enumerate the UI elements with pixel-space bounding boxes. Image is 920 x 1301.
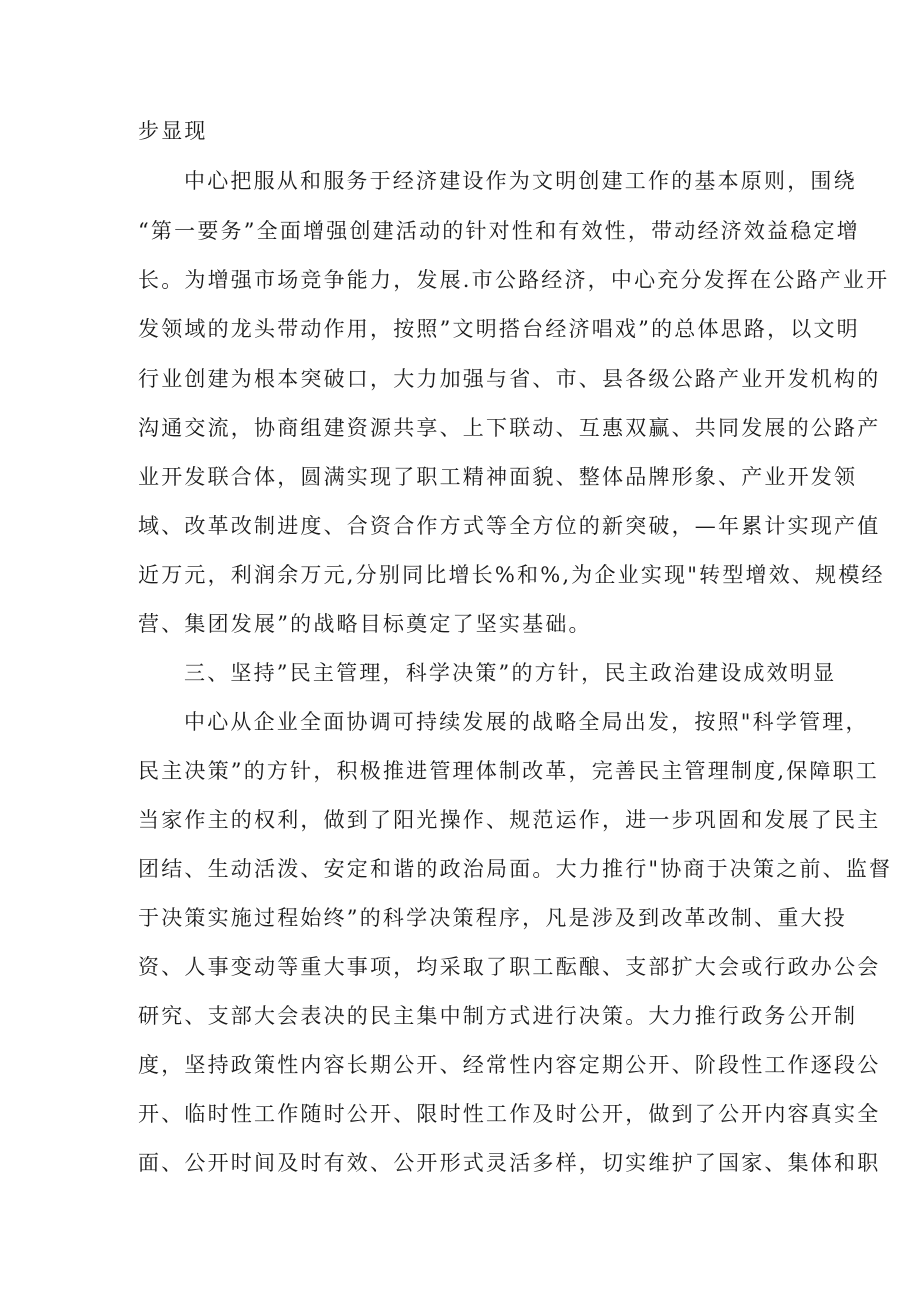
text-line: 行业创建为根本突破口，大力加强与省、市、县各级公路产业开发机构的 bbox=[138, 367, 881, 391]
text-line: 当家作主的权利，做到了阳光操作、规范运作，进一步巩固和发展了民主 bbox=[138, 808, 881, 832]
text-line: 于决策实施过程始终”的科学决策程序，凡是涉及到改革改制、重大投 bbox=[138, 906, 847, 930]
text-line: 发领域的龙头带动作用，按照”文明搭台经济唱戏”的总体思路，以文明 bbox=[138, 317, 860, 341]
text-line: 资、人事变动等重大事项，均采取了职工酝酿、支部扩大会或行政办公会 bbox=[138, 955, 881, 979]
text-line: 沟通交流，协商组建资源共享、上下联动、互惠双赢、共同发展的公路产 bbox=[138, 416, 881, 440]
text-line: 近万元，利润余万元,分别同比增长%和%,为企业实现"转型增效、规模经 bbox=[138, 563, 885, 587]
section-heading: 三、坚持”民主管理，科学决策”的方针，民主政治建设成效明显 bbox=[184, 661, 837, 685]
text-line: 业开发联合体，圆满实现了职工精神面貌、整体品牌形象、产业开发领 bbox=[138, 465, 858, 489]
text-line: “第一要务”全面增强创建活动的针对性和有效性，带动经济效益稳定增 bbox=[138, 219, 860, 243]
text-line: 团结、生动活泼、安定和谐的政治局面。大力推行"协商于决策之前、监督 bbox=[138, 857, 893, 881]
text-line: 营、集团发展”的战略目标奠定了坚实基础。 bbox=[138, 612, 592, 636]
text-line: 开、临时性工作随时公开、限时性工作及时公开，做到了公开内容真实全 bbox=[138, 1102, 881, 1126]
text-line: 研究、支部大会表决的民主集中制方式进行决策。大力推行政务公开制 bbox=[138, 1004, 858, 1028]
text-line: 域、改革改制进度、合资合作方式等全方位的新突破，—年累计实现产值 bbox=[138, 514, 881, 538]
text-line: 长。为增强市场竞争能力，发展.市公路经济，中心充分发挥在公路产业开 bbox=[138, 268, 890, 292]
text-line: 面、公开时间及时有效、公开形式灵活多样，切实维护了国家、集体和职 bbox=[138, 1151, 881, 1175]
paragraph-start-line: 中心把服从和服务于经济建设作为文明创建工作的基本原则，围绕 bbox=[184, 169, 857, 193]
text-line: 步显现 bbox=[138, 119, 208, 143]
text-line: 度，坚持政策性内容长期公开、经常性内容定期公开、阶段性工作逐段公 bbox=[138, 1053, 881, 1077]
text-line: 民主决策”的方针，积极推进管理体制改革，完善民主管理制度,保障职工 bbox=[138, 759, 880, 783]
paragraph-start-line: 中心从企业全面协调可持续发展的战略全局出发，按照"科学管理， bbox=[184, 710, 869, 734]
